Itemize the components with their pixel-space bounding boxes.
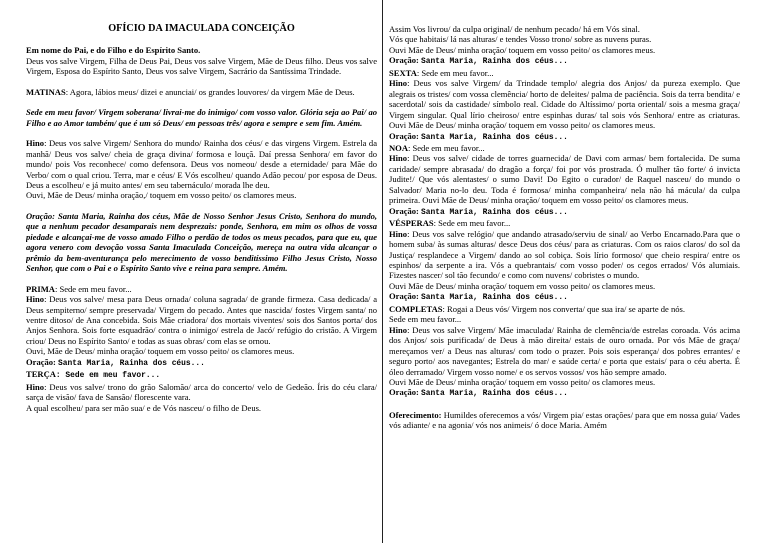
oracao-short-text: Santa Maria, Rainha dos céus... (421, 132, 568, 142)
oracao-short-text: Santa Maria, Rainha dos céus... (421, 293, 568, 303)
right-column (389, 0, 740, 543)
sexta-paragraph (389, 68, 740, 78)
oracao-label: Oração: (389, 130, 419, 141)
hino-matinas (26, 138, 377, 190)
oracao-short (389, 387, 740, 399)
hino-noa (389, 153, 740, 205)
hino-label: Hino (26, 294, 45, 305)
oracao-short-text: Santa Maria, Rainha dos céus... (421, 207, 568, 217)
hino-text: : Deus vos salve Virgem/ da Trindade templo/ alegria dos Anjos/ da pureza exemplo. Que alegrais os tristes/ com vossa clemência/ horto de deleites/ palma de paciência. Sois da terra bendita/ e sacerdotal/ sois da castidade/ símbolo real. Cidade do Altíssimo/ porta oriental/ sois a mesma graça/ Virgem singular. Qual lírio cheiroso/ entre espinhas duras/ tal sois vós Senhora/ entre as criaturas. Ouvi Mãe de Deus/ minha oração/ toquem em vosso peito/ os clamores meus. (389, 78, 740, 131)
oracao-short-text: Santa Maria, Rainha dos céus... (58, 358, 205, 368)
sede-versicle: Sede em meu favor/ Virgem soberana/ livrai-me do inimigo/ com vosso valor. Glória seja ao Pai/ ao Filho e ao Amor também/ que é um só Deus/ em pessoas três/ agora e sempre e sem fim. Amém. (26, 107, 377, 128)
vesperas-text: : Sede em meu favor... (433, 218, 511, 229)
oferecimento-paragraph (389, 410, 740, 431)
noa-label: NOA (389, 142, 408, 153)
oracao-short (389, 291, 740, 303)
hino-sexta (389, 78, 740, 130)
prima-text: : Sede em meu favor... (54, 283, 132, 294)
hino-label: Hino (389, 78, 408, 89)
hino-label: Hino (389, 228, 408, 239)
ouvi-line: Ouvi, Mãe de Deus/ minha oração,/ toquem em vosso peito/ os clamores meus. (26, 190, 297, 201)
intro-paragraph (26, 45, 377, 76)
matinas-label: MATINAS (26, 86, 66, 97)
oracao-short-text: Santa Maria, Rainha dos céus... (421, 389, 568, 399)
hino-prima (26, 294, 377, 346)
oferecimento-text: Humildes oferecemos a vós/ Virgem pia/ estas orações/ para que em nossa guia/ Vades vós adiante/ e na agonia/ vós nos animeis/ ó doce Maria. Amém (389, 409, 740, 431)
sexta-label: SEXTA (389, 67, 417, 78)
ouvi-line: Ouvi Mãe de Deus/ minha oração/ toquem em vosso peito/ os clamores meus. (389, 44, 656, 55)
hino-terca-tail: A qual escolheu/ para ser mão sua/ e de Vós nasceu/ o filho de Deus. (26, 402, 262, 413)
oracao-short (389, 131, 740, 143)
oracao-short (389, 55, 740, 67)
ouvi-line: Ouvi, Mãe de Deus/ minha oração/ toquem em vosso peito/ os clamores meus. (26, 346, 295, 357)
ouvi-line: Ouvi Mãe de Deus/ minha oração/ toquem em vosso peito/ os clamores meus. (389, 280, 656, 291)
prima-paragraph (26, 284, 377, 294)
oracao-label: Oração: (389, 55, 419, 66)
terca-paragraph (26, 369, 377, 381)
line: Vós que habitais/ lá nas alturas/ e tendes Vosso trono/ sobre as nuvens puras. (389, 34, 652, 45)
matinas-paragraph (26, 87, 377, 97)
noa-text: : Sede em meu favor... (408, 142, 485, 153)
hino-text: : Deus vos salve/ mesa para Deus ornada/ coluna sagrada/ de grande firmeza. Casa dedicada/ a Deus sempiterno/ sempre preservada/ Virgem do pecado. Antes que nascida/ fostes Virgem santa/ no ventre ditoso/ de Ana concebida. Sois Mãe criadora/ dos mortais viventes/ sois dos Santos porta/ dos Anjos Senhora. Sois forte esquadrão/ contra o inimigo/ estrela de Jacó/ refúgio do cristão. A Virgem criou/ Deus no Espírito Santo/ e todas as suas obras/ com elas se ornou. (26, 294, 377, 346)
left-column (26, 0, 377, 543)
matinas-text: : Agora, lábios meus/ dizei e anunciai/ os grandes louvores/ da virgem Mãe de Deus. (65, 86, 355, 97)
line: Assim Vos livrou/ da culpa original/ de nenhum pecado/ há em Vós sinal. (389, 24, 640, 34)
sexta-text: : Sede em meu favor... (416, 67, 494, 78)
oracao-short (26, 357, 377, 369)
column-divider (382, 0, 383, 543)
intro-heading: Em nome do Pai, e do Filho e do Espírito Santo. (26, 45, 201, 56)
hino-text: : Deus vos salve relógio/ que andando atrasado/serviu de sinal/ ao Verbo Encarnado.Para que o homem suba/ às sumas alturas/ desce Deus dos céus/ para as criaturas. Com os raios claros/ do sol da Justiça/ resplandece a Virgem/ dando ao sol cobiça. Sois lírio formoso/ que cheio respira/ entre os espinhos/ da serpente a ira. Vós a quebrantais/ com vosso poder/ os cegos errados/ Vós alumiais. Fizestes nascer/ sol tão fecundo/ e como com nuvens/ cobristes o mundo. (389, 228, 740, 281)
completas-label: COMPLETAS (389, 303, 443, 314)
hino-completas (389, 325, 740, 377)
hino-text: : Deus vos salve Virgem/ Senhora do mundo/ Rainha dos céus/ e das virgens Virgem. Estrela da manhã/ Deus vos salve/ cheia de graça divina/ formosa e louçã. Daí pressa Senhora/ em favor do mundo/ pois Vos reconhece/ como defensora. Deus vos nomeou/ desde a eternidade/ para Mãe do Verbo/ com o qual criou. Terra, mar e céus/ E Vós escolheu/ quando Adão pecou/ por esposa de Deus. Deus a escolheu/ e já muito antes/ em seu tabernáculo/ morada lhe deu. (26, 138, 377, 190)
hino-text: : Deus vos salve/ trono do grão Salomão/ arca do concerto/ velo de Gedeão. Íris do céu clara/ sarça de visão/ fava de Sansão/ florescente vara. (26, 381, 377, 403)
hino-terca (26, 382, 377, 403)
completas-paragraph (389, 304, 740, 314)
oracao-paragraph (26, 211, 377, 274)
oracao-label: Oração: (389, 205, 419, 216)
vesperas-label: VÉSPERAS (389, 218, 434, 229)
oracao-short-text: Santa Maria, Rainha dos céus... (421, 57, 568, 67)
hino-label: Hino (389, 153, 408, 164)
hino-vesperas (389, 229, 740, 281)
hino-text: : Deus vos salve/ cidade de torres guarnecida/ de Davi com armas/ bem fortalecida. De suma caridade/ sempre abrasada/ do dragão a força/ foi por vós prostrada. Ó mulher tão forte/ ó invicta Judite!/ Que vós alentastes/ o sumo Davi! Do Egito o curador/ de Raquel nasceu/ do mundo o Salvador/ Maria no-lo deu. Toda é formosa/ minha companheira/ nela não há mácula/ da culpa primeira. Ouvi Mãe de Deus/ minha oração/ toquem em vosso peito/ os clamores meus. (389, 153, 740, 206)
hino-label: Hino (26, 381, 45, 392)
sede-line: Sede em meu favor... (389, 314, 462, 325)
completas-text: : Rogai a Deus vós/ Virgem nos converta/ que sua ira/ se aparte de nós. (442, 303, 685, 314)
intro-text: Deus vos salve Virgem, Filha de Deus Pai, Deus vos salve Virgem, Mãe de Deus filho. Deus vos salve Virgem, Esposa do Espírito Santo, Deus vos salve Virgem, Sacrário da Santíssima Trindade. (26, 55, 377, 77)
oracao-label: Oração: (26, 356, 56, 367)
oracao-text: Santa Maria, Rainha dos céus, Mãe de Nosso Senhor Jesus Cristo, Senhora do mundo, que a nenhum pecador desamparais nem desprezais: ponde, Senhora, em mim os olhos de vossa piedade e alcançai-me de vosso amado Filho o perdão de todos os meus pecados, para que eu, que agora venero com devoção vossa Santa Imaculada Conceição, mereça na outra vida alcançar o prêmio da bem-aventurança pelo merecimento de vosso benditíssimo Filho Jesus Cristo, Nosso Senhor, que com o Pai e o Espírito Santo vive e reina para sempre. Amém. (26, 210, 377, 274)
hino-label: Hino (389, 324, 408, 335)
terca-text: : Sede em meu favor... (55, 371, 161, 381)
terca-label: TERÇA (26, 369, 56, 380)
ouvi-line: Ouvi Mãe de Deus/ minha oração/ toquem em vosso peito/ os clamores meus. (389, 376, 656, 387)
oracao-label: Oração: (26, 210, 55, 221)
document-title: OFÍCIO DA IMACULADA CONCEIÇÃO (108, 23, 295, 34)
vesperas-paragraph (389, 218, 740, 228)
noa-paragraph (389, 143, 740, 153)
hino-text: : Deus vos salve Virgem/ Mãe imaculada/ Rainha de clemência/de estrelas coroada. Vós acima dos Anjos/ sois purificada/ de Deus à mão direita/ estais de ouro ornada. Por vós Mãe de graça/ mereçamos ver/ a Deus nas alturas/ com todo o prazer. Pois sois esperança/ dos pobres errantes/ e seguro porto/ aos navegantes; Estrela do mar/ e saúde certa/ e porta que estais/ para o céu aberta. É óleo derramado/ Virgem vosso nome/ e os servos vossos/ vos hão sempre amado. (389, 324, 740, 377)
oracao-short (389, 206, 740, 218)
prima-label: PRIMA (26, 283, 55, 294)
oracao-label: Oração: (389, 387, 419, 398)
hino-label: Hino (26, 138, 45, 149)
oferecimento-label: Oferecimento: (389, 409, 442, 420)
oracao-label: Oração: (389, 291, 419, 302)
